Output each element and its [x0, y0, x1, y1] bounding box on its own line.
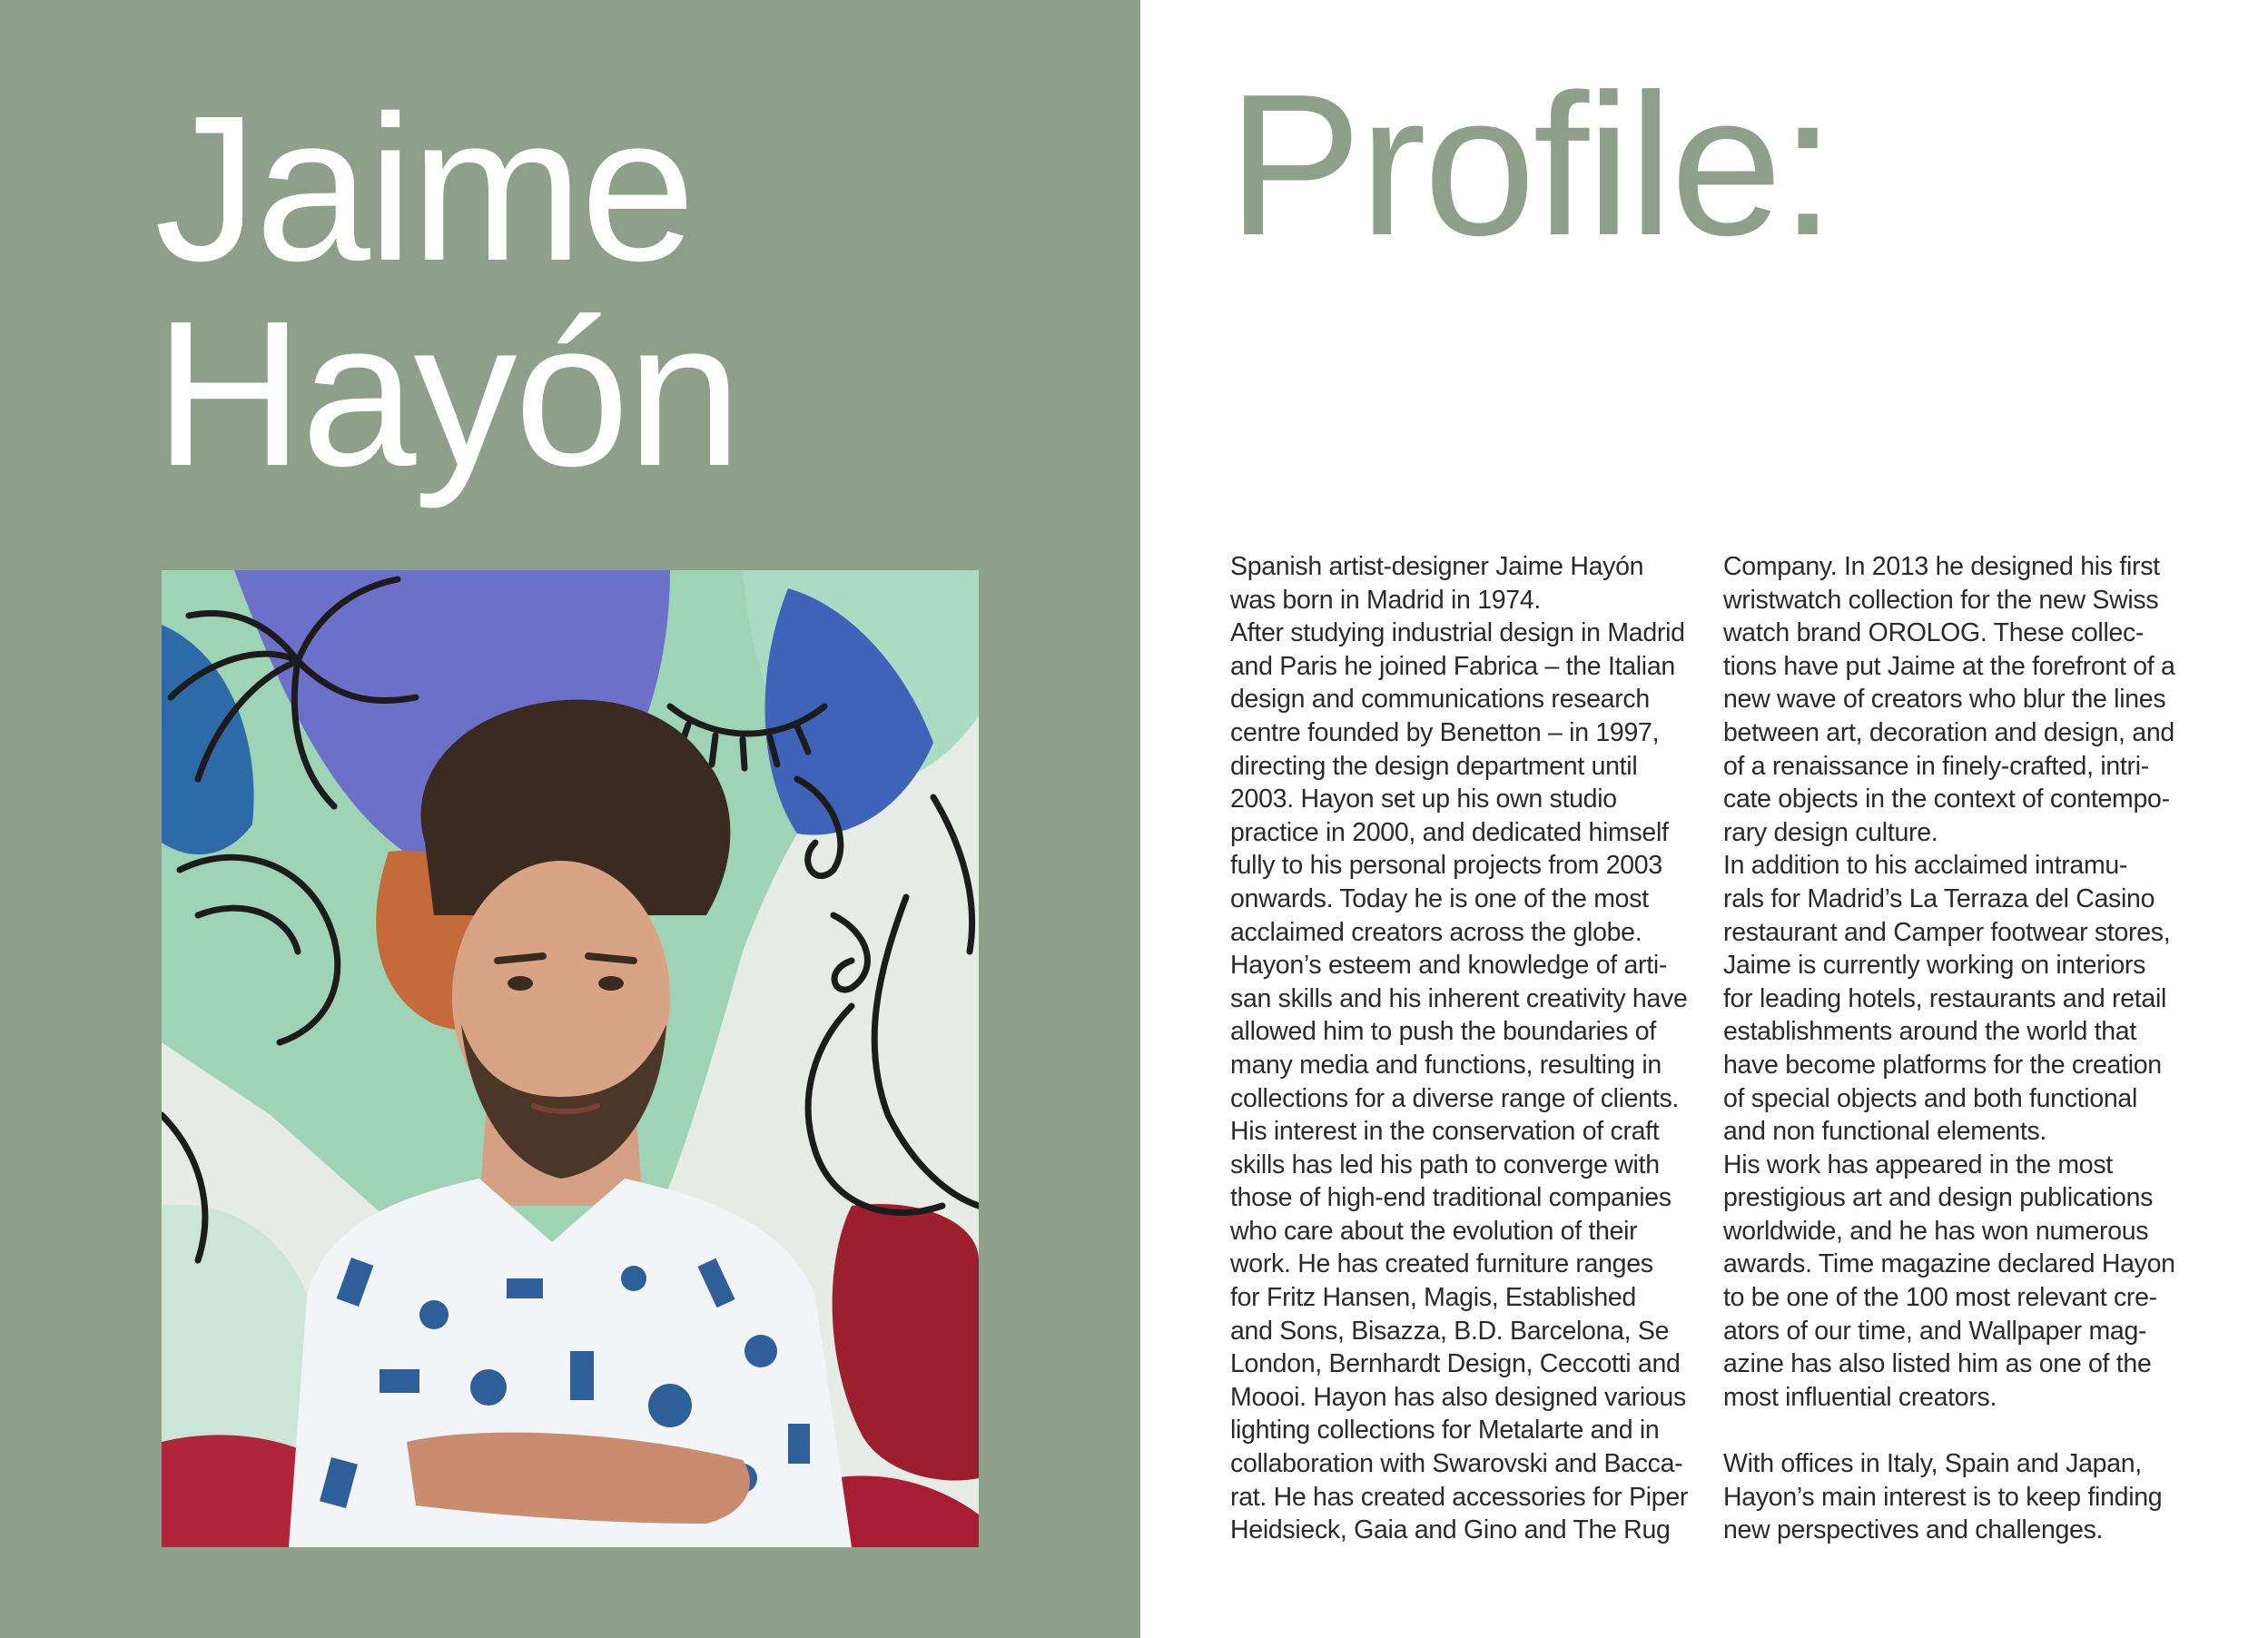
- bio-text-line: Company. In 2013 he designed his first: [1723, 552, 2160, 581]
- bio-text-line: His interest in the conservation of craft: [1230, 1117, 1660, 1147]
- portrait-illustration: [162, 570, 979, 1547]
- bio-text-line: 2003. Hayon set up his own studio: [1230, 784, 1617, 814]
- bio-text-line: restaurant and Camper footwear stores,: [1723, 917, 2171, 947]
- bio-text-line: have become platforms for the creation: [1723, 1050, 2162, 1080]
- bio-text-line: and Paris he joined Fabrica – the Italian: [1230, 651, 1675, 681]
- bio-text-line: acclaimed creators across the globe.: [1230, 917, 1642, 947]
- bio-text-line: watch brand OROLOG. These collec-: [1723, 618, 2145, 648]
- bio-text-line: for Fritz Hansen, Magis, Established: [1230, 1283, 1636, 1313]
- bio-text-line: of special objects and both functional: [1723, 1083, 2137, 1113]
- bio-text-line: directing the design department until: [1230, 751, 1638, 781]
- name-line-first: Jaime: [154, 74, 694, 304]
- bio-text-line: rals for Madrid’s La Terraza del Casino: [1723, 883, 2155, 913]
- bio-text-line: Hayon’s esteem and knowledge of arti-: [1230, 951, 1668, 981]
- biography-column-2: [1723, 550, 2195, 1547]
- bio-text-line: new wave of creators who blur the lines: [1723, 685, 2166, 715]
- bio-text-line: collaboration with Swarovski and Bacca-: [1230, 1449, 1683, 1479]
- biography-column-1: [1230, 550, 1702, 1547]
- bio-text-line: lighting collections for Metalarte and in: [1230, 1416, 1660, 1446]
- bio-text-line: In addition to his acclaimed intramu-: [1723, 851, 2128, 881]
- bio-text-line: was born in Madrid in 1974.: [1230, 585, 1542, 615]
- profile-heading: Profile:: [1228, 53, 1833, 278]
- bio-text-line: who care about the evolution of their: [1230, 1216, 1638, 1246]
- bio-text-line: skills has led his path to converge with: [1230, 1150, 1660, 1179]
- bio-text-line: rary design culture.: [1723, 817, 1938, 847]
- bio-text-line: London, Bernhardt Design, Ceccotti and: [1230, 1349, 1681, 1379]
- bio-text-line: design and communications research: [1230, 685, 1650, 715]
- bio-text-line: Heidsieck, Gaia and Gino and The Rug: [1230, 1515, 1671, 1545]
- bio-text-line: awards. Time magazine declared Hayon: [1723, 1249, 2175, 1279]
- bio-text-line: of a renaissance in finely-crafted, intri-: [1723, 751, 2149, 781]
- bio-text-line: and Sons, Bisazza, B.D. Barcelona, Se: [1230, 1316, 1670, 1346]
- bio-text-line: Jaime is currently working on interiors: [1723, 951, 2146, 981]
- bio-text-line: those of high-end traditional companies: [1230, 1183, 1671, 1213]
- bio-text-line: cate objects in the context of contempo-: [1723, 784, 2170, 814]
- bio-text-line: many media and functions, resulting in: [1230, 1050, 1662, 1080]
- bio-text-line: for leading hotels, restaurants and retail: [1723, 983, 2167, 1013]
- bio-text-line: and non functional elements.: [1723, 1117, 2047, 1147]
- bio-text-line: centre founded by Benetton – in 1997,: [1230, 717, 1660, 747]
- bio-text-line: azine has also listed him as one of the: [1723, 1349, 2152, 1379]
- bio-text-line: between art, decoration and design, and: [1723, 717, 2174, 747]
- bio-text-line: fully to his personal projects from 2003: [1230, 851, 1662, 881]
- bio-text-line: wristwatch collection for the new Swiss: [1723, 585, 2159, 615]
- bio-text-line: allowed him to push the boundaries of: [1230, 1017, 1656, 1047]
- name-line-last: Hayón: [154, 279, 740, 509]
- bio-text-line: prestigious art and design publications: [1723, 1183, 2154, 1213]
- bio-text-line: collections for a diverse range of clients.: [1230, 1083, 1680, 1113]
- bio-text-line: After studying industrial design in Madrid: [1230, 618, 1685, 648]
- bio-text-line: ators of our time, and Wallpaper mag-: [1723, 1316, 2147, 1346]
- bio-text-line: Moooi. Hayon has also designed various: [1230, 1382, 1686, 1412]
- bio-text-line: With offices in Italy, Spain and Japan,: [1723, 1449, 2142, 1479]
- bio-text-line: new perspectives and challenges.: [1723, 1515, 2104, 1545]
- portrait-photo: [162, 570, 979, 1547]
- bio-text-line: practice in 2000, and dedicated himself: [1230, 817, 1669, 847]
- bio-text-line: to be one of the 100 most relevant cre-: [1723, 1283, 2157, 1313]
- bio-text-line: work. He has created furniture ranges: [1230, 1249, 1653, 1279]
- designer-name-title: [154, 74, 740, 509]
- bio-text-line: Hayon’s main interest is to keep finding: [1723, 1482, 2163, 1512]
- bio-text-line: san skills and his inherent creativity have: [1230, 983, 1688, 1013]
- bio-text-line: most influential creators.: [1723, 1382, 1997, 1412]
- bio-text-line: His work has appeared in the most: [1723, 1150, 2113, 1179]
- bio-text-line: worldwide, and he has won numerous: [1723, 1216, 2149, 1246]
- bio-text-line: tions have put Jaime at the forefront of a: [1723, 651, 2175, 681]
- bio-text-line: establishments around the world that: [1723, 1017, 2136, 1047]
- bio-text-line: [1723, 1414, 2195, 1447]
- bio-text-line: onwards. Today he is one of the most: [1230, 883, 1649, 913]
- bio-text-line: Spanish artist-designer Jaime Hayón: [1230, 552, 1644, 581]
- bio-text-line: rat. He has created accessories for Piper: [1230, 1482, 1689, 1512]
